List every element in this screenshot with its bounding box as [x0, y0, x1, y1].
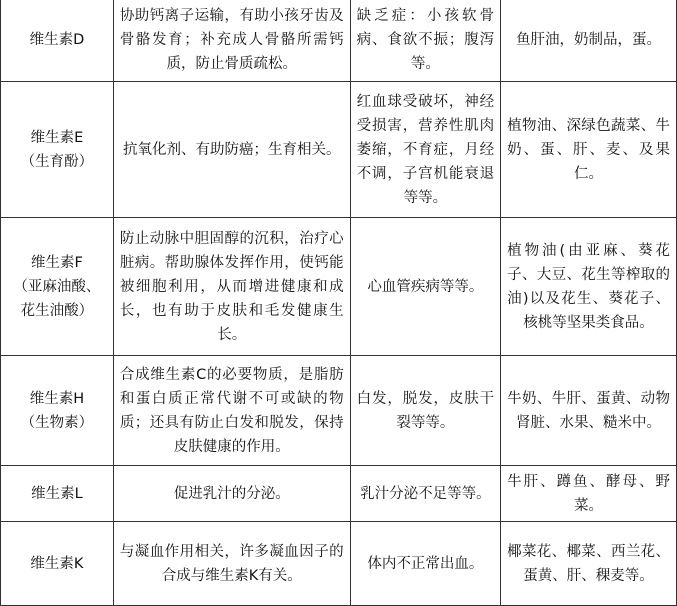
vitamin-name: 维生素E — [30, 129, 84, 146]
sources-cell: 植物油、深绿色蔬菜、牛奶、蛋、肝、麦、及果仁。 — [501, 82, 677, 218]
table-row — [1, 0, 677, 82]
vitamin-name: 维生素H — [29, 390, 85, 407]
vitamin-name: 维生素D — [29, 31, 85, 48]
vitamin-alias: （生育酚） — [20, 153, 94, 170]
table-row — [1, 356, 677, 466]
function-cell: 防止动脉中胆固醇的沉积，治疗心脏病。帮助腺体发挥作用，使钙能被细胞利用，从而增进健康和成长，也有助于皮肤和毛发健康生长。 — [113, 218, 350, 356]
vitamin-name-cell — [1, 466, 114, 522]
vitamin-name: 维生素L — [31, 485, 83, 502]
deficiency-cell: 心血管疾病等等。 — [350, 218, 500, 356]
function-cell: 促进乳汁的分泌。 — [113, 466, 350, 522]
function-cell: 抗氧化剂、有助防癌；生育相关。 — [113, 82, 350, 218]
vitamin-name: 维生素F — [30, 254, 83, 271]
table-row — [1, 218, 677, 356]
sources-cell: 牛肝、蹲鱼、酵母、野菜。 — [501, 466, 677, 522]
deficiency-cell: 乳汁分泌不足等等。 — [350, 466, 500, 522]
sources-cell: 植物油(由亚麻、葵花子、大豆、花生等榨取的油)以及花生、葵花子、核桃等坚果类食品。 — [501, 218, 677, 356]
vitamin-alias: （生物素） — [20, 414, 94, 431]
table-row — [1, 522, 677, 606]
deficiency-cell: 红血球受破坏，神经受损害，营养性肌肉萎缩，不育症，月经不调，子宫机能衰退等等。 — [350, 82, 500, 218]
deficiency-cell: 缺乏症：小孩软骨病、食欲不振；腹泻等。 — [350, 0, 500, 82]
table-row — [1, 466, 677, 522]
vitamin-name-cell — [1, 522, 114, 606]
vitamin-alias: （亚麻油酸、花生油酸） — [13, 278, 101, 319]
sources-cell: 牛奶、牛肝、蛋黄、动物肾脏、水果、糙米中。 — [501, 356, 677, 466]
sources-cell: 鱼肝油，奶制品，蛋。 — [501, 0, 677, 82]
table-row — [1, 82, 677, 218]
vitamin-name-cell — [1, 356, 114, 466]
vitamin-name-cell — [1, 0, 114, 82]
vitamin-name-cell — [1, 218, 114, 356]
function-cell: 与凝血作用相关，许多凝血因子的合成与维生素K有关。 — [113, 522, 350, 606]
deficiency-cell: 体内不正常出血。 — [350, 522, 500, 606]
vitamin-name-cell — [1, 82, 114, 218]
deficiency-cell: 白发，脱发，皮肤干裂等等。 — [350, 356, 500, 466]
function-cell: 协助钙离子运输，有助小孩牙齿及骨骼发育；补充成人骨骼所需钙质，防止骨质疏松。 — [113, 0, 350, 82]
sources-cell: 椰菜花、椰菜、西兰花、蛋黄、肝、稞麦等。 — [501, 522, 677, 606]
vitamin-name: 维生素K — [30, 555, 84, 572]
function-cell: 合成维生素C的必要物质，是脂肪和蛋白质正常代谢不可或缺的物质；还具有防止白发和脱发，保持皮肤健康的作用。 — [113, 356, 350, 466]
